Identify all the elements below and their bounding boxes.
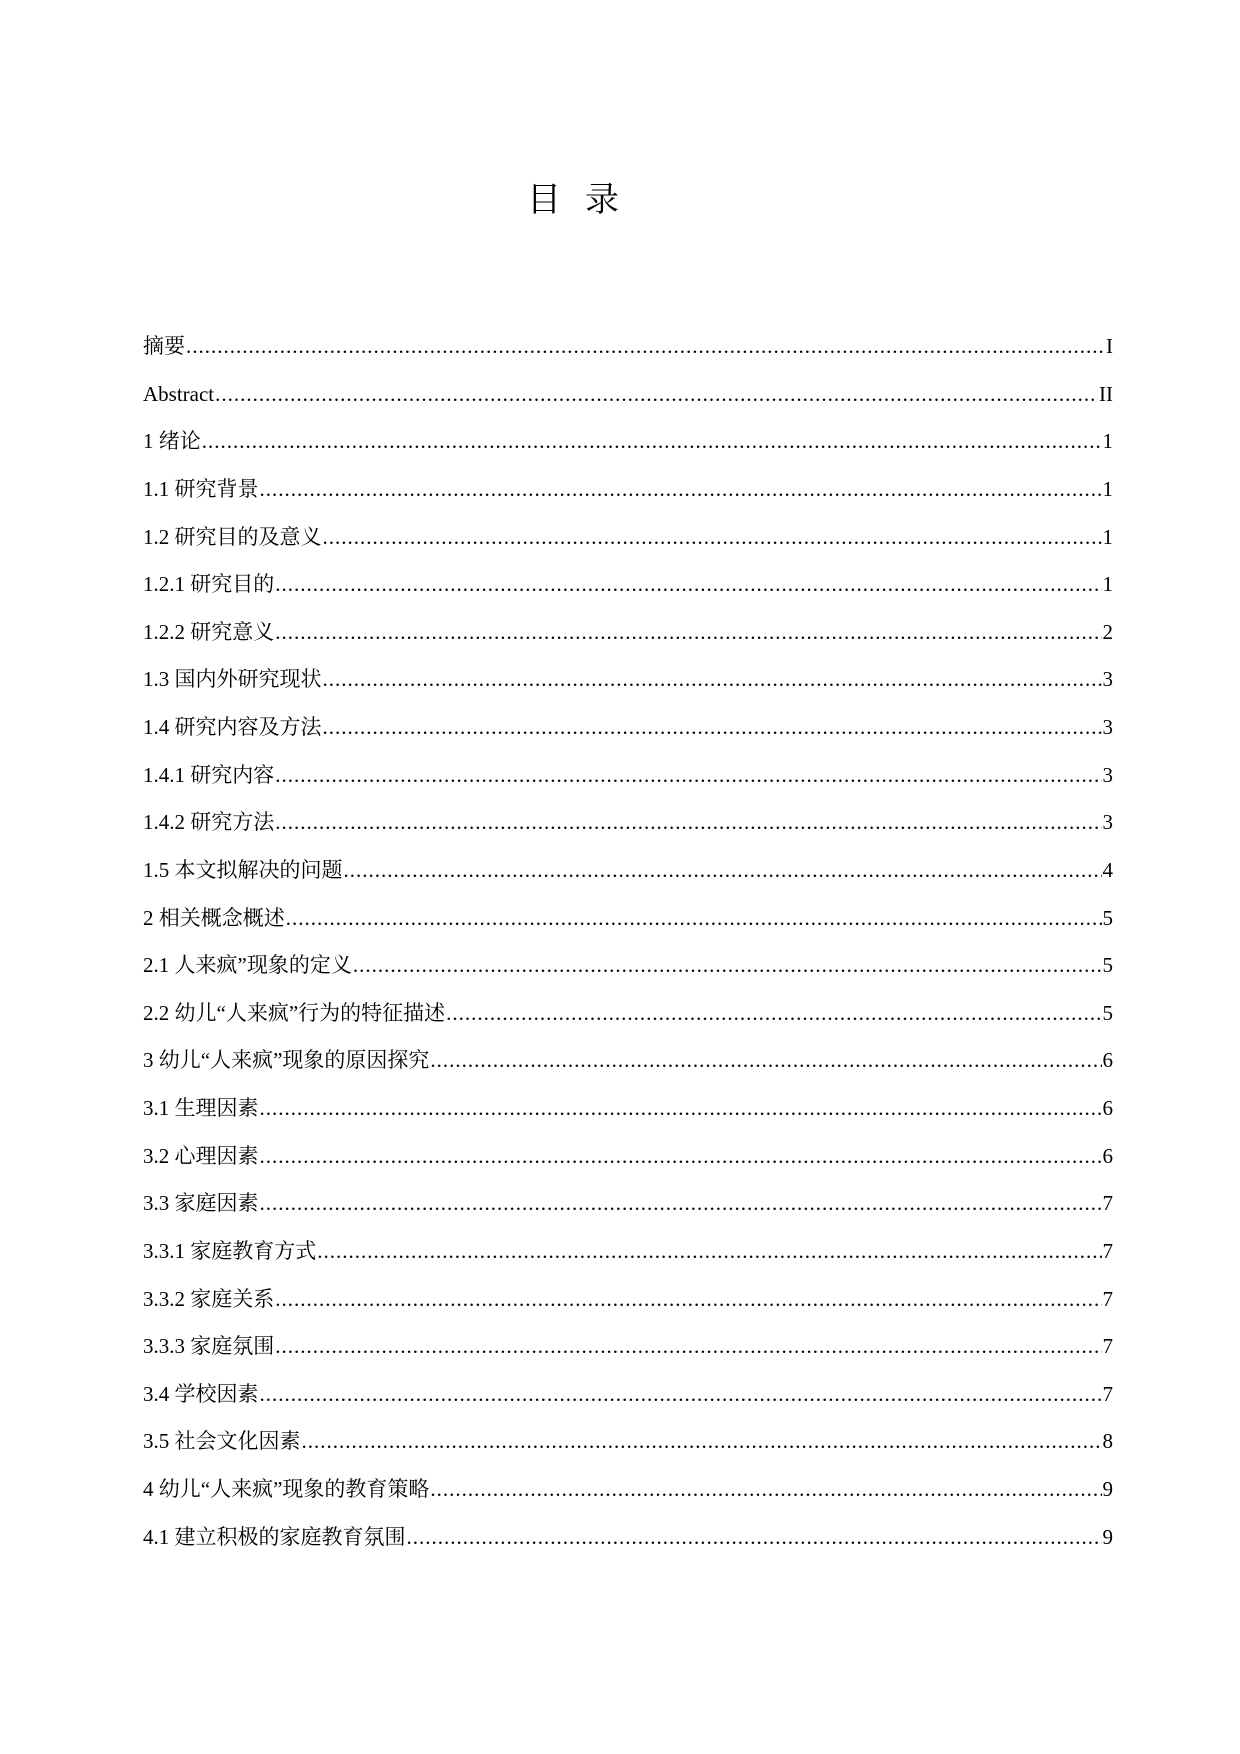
dot-leader	[260, 1133, 1102, 1181]
toc-entry-page: 1	[1102, 476, 1113, 501]
dot-leader	[186, 323, 1105, 371]
dot-leader	[275, 752, 1101, 800]
toc-entry[interactable]	[143, 1323, 1113, 1371]
toc-entry-label: 3.4 学校因素	[143, 1381, 259, 1406]
toc-entry-page: 1	[1102, 429, 1113, 454]
toc-entry-label: 3.3 家庭因素	[143, 1191, 259, 1216]
dot-leader	[275, 609, 1101, 657]
dot-leader	[302, 1418, 1102, 1466]
dot-leader	[323, 514, 1102, 562]
toc-entry-page: 5	[1102, 905, 1113, 930]
toc-entry-label: 4 幼儿“人来疯”现象的教育策略	[143, 1477, 430, 1501]
toc-entry-page: 3	[1102, 762, 1113, 787]
toc-entry-page: 4	[1102, 857, 1113, 882]
toc-entry[interactable]	[143, 323, 1113, 371]
toc-entry-page: 7	[1102, 1381, 1113, 1406]
dot-leader	[407, 1514, 1102, 1562]
toc-entry-page: 8	[1102, 1429, 1113, 1454]
dot-leader	[215, 371, 1098, 419]
toc-entry-label: 3.1 生理因素	[143, 1096, 259, 1120]
dot-leader	[353, 942, 1102, 990]
toc-entry-label: 1.4 研究内容及方法	[143, 715, 322, 739]
toc-entry[interactable]	[143, 1037, 1113, 1085]
toc-entry-label: 1.4.2 研究方法	[143, 810, 275, 835]
toc-entry[interactable]	[143, 1228, 1113, 1276]
dot-leader	[317, 1228, 1101, 1276]
toc-entry[interactable]	[143, 1133, 1113, 1181]
toc-entry-label: 1.3 国内外研究现状	[143, 667, 322, 692]
dot-leader	[260, 1085, 1102, 1133]
toc-entry-page: 1	[1102, 572, 1113, 597]
toc-entry-page: 3	[1102, 810, 1113, 835]
toc-entry[interactable]	[143, 895, 1113, 943]
toc-entry-page: 9	[1102, 1477, 1113, 1501]
toc-entry-label: 3 幼儿“人来疯”现象的原因探究	[143, 1048, 430, 1073]
dot-leader	[275, 561, 1101, 609]
toc-entry-label: 3.3.2 家庭关系	[143, 1286, 275, 1311]
toc-entry-label: 1.2.1 研究目的	[143, 572, 275, 597]
toc-entry-page: 3	[1102, 667, 1113, 692]
toc-entry-label: 1 绪论	[143, 429, 201, 454]
toc-entry[interactable]	[143, 942, 1113, 990]
toc-entry[interactable]	[143, 656, 1113, 704]
dot-leader	[260, 1371, 1102, 1419]
toc-entry-label: 1.1 研究背景	[143, 476, 259, 501]
dot-leader	[275, 799, 1101, 847]
dot-leader	[430, 1037, 1101, 1085]
toc-entry-page: I	[1106, 334, 1113, 358]
toc-entry-label: 1.5 本文拟解决的问题	[143, 857, 343, 882]
toc-entry-label: 摘要	[143, 334, 185, 358]
toc-entry[interactable]	[143, 1085, 1113, 1133]
toc-entry-page: 5	[1102, 1000, 1113, 1025]
toc-entry-page: 7	[1102, 1191, 1113, 1216]
dot-leader	[286, 895, 1102, 943]
dot-leader	[260, 466, 1102, 514]
toc-entry[interactable]	[143, 418, 1113, 466]
toc-entry[interactable]	[143, 752, 1113, 800]
toc-entry[interactable]	[143, 1180, 1113, 1228]
toc-entry-page: 6	[1102, 1096, 1113, 1120]
toc-entry-label: 1.2 研究目的及意义	[143, 524, 322, 549]
toc-entry[interactable]	[143, 1418, 1113, 1466]
toc-entry-page: 6	[1102, 1048, 1113, 1073]
dot-leader	[275, 1276, 1101, 1324]
toc-entry-page: 7	[1102, 1238, 1113, 1263]
toc-entry-label: 2.1 人来疯”现象的定义	[143, 953, 352, 978]
toc-entry-page: 7	[1102, 1286, 1113, 1311]
toc-entry-page: 7	[1102, 1334, 1113, 1359]
toc-entry-label: 3.3.1 家庭教育方式	[143, 1238, 317, 1263]
toc-entry-label: 2 相关概念概述	[143, 905, 285, 930]
toc-entry-page: 5	[1102, 953, 1113, 978]
toc-entry[interactable]	[143, 371, 1113, 419]
dot-leader	[344, 847, 1102, 895]
toc-entry-page: 3	[1102, 715, 1113, 739]
dot-leader	[260, 1180, 1102, 1228]
toc-entry-label: 4.1 建立积极的家庭教育氛围	[143, 1524, 406, 1549]
toc-entry[interactable]	[143, 1371, 1113, 1419]
toc-entry-label: 3.5 社会文化因素	[143, 1429, 301, 1454]
toc-entry[interactable]	[143, 561, 1113, 609]
dot-leader	[446, 990, 1101, 1038]
table-of-contents	[143, 323, 1113, 1561]
page-title: 目录	[527, 180, 643, 220]
toc-entry[interactable]	[143, 704, 1113, 752]
toc-entry-page: 6	[1102, 1143, 1113, 1168]
toc-entry[interactable]	[143, 1466, 1113, 1514]
dot-leader	[202, 418, 1102, 466]
toc-entry-label: 3.3.3 家庭氛围	[143, 1334, 275, 1359]
toc-entry-label: 1.4.1 研究内容	[143, 762, 275, 787]
dot-leader	[430, 1466, 1101, 1514]
toc-entry[interactable]	[143, 847, 1113, 895]
dot-leader	[323, 704, 1102, 752]
toc-entry-page: 9	[1102, 1524, 1113, 1549]
toc-entry-label: 1.2.2 研究意义	[143, 619, 275, 644]
toc-entry[interactable]	[143, 514, 1113, 562]
toc-entry-label: 2.2 幼儿“人来疯”行为的特征描述	[143, 1000, 446, 1025]
toc-entry-page: 2	[1102, 619, 1113, 644]
toc-entry-label: Abstract	[143, 381, 215, 406]
toc-entry[interactable]	[143, 609, 1113, 657]
dot-leader	[323, 656, 1102, 704]
toc-entry[interactable]	[143, 466, 1113, 514]
toc-entry-label: 3.2 心理因素	[143, 1143, 259, 1168]
toc-entry-page: II	[1099, 381, 1113, 406]
toc-entry[interactable]	[143, 1514, 1113, 1562]
dot-leader	[275, 1323, 1101, 1371]
toc-entry[interactable]	[143, 1276, 1113, 1324]
toc-entry-page: 1	[1102, 524, 1113, 549]
toc-entry[interactable]	[143, 990, 1113, 1038]
toc-entry[interactable]	[143, 799, 1113, 847]
